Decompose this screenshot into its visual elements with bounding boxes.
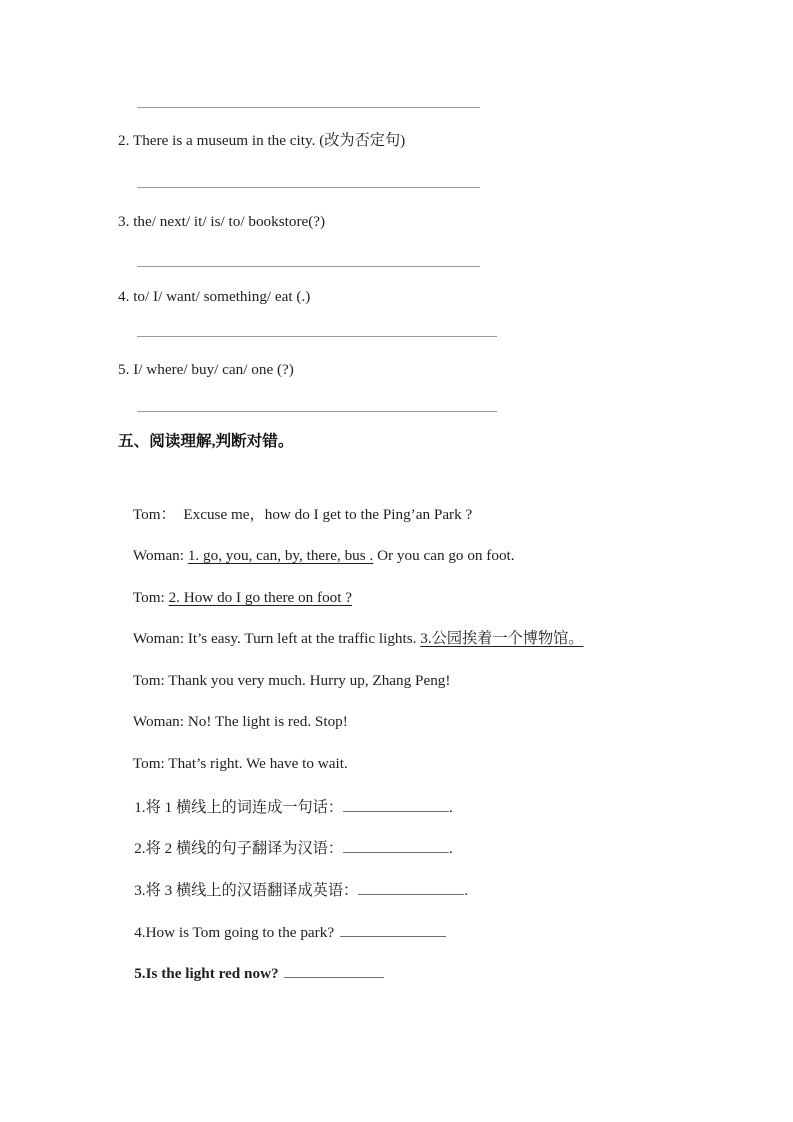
dialogue-speaker: Tom:: [132, 589, 165, 606]
dialogue-text: That’s right. We have to wait.: [164, 755, 348, 772]
dialogue-underlined-1: 1. go, you, can, by, there, bus .: [187, 547, 374, 564]
dialogue-speaker: Tom:: [132, 672, 165, 689]
dialogue-speaker: Woman:: [132, 713, 185, 730]
answer-rule-q5[interactable]: [137, 411, 497, 412]
dialogue-speaker: Woman:: [132, 630, 185, 647]
question-text: 将 1 横线上的词连成一句话：: [145, 799, 344, 816]
answer-blank-4[interactable]: [340, 922, 446, 937]
answer-blank-1[interactable]: [343, 797, 449, 812]
dialogue-text: Thank you very much. Hurry up, Zhang Peng!: [164, 672, 451, 689]
question-trailing: .: [464, 882, 468, 899]
dialogue-underlined-3: 3.公园挨着一个博物馆。: [420, 630, 584, 647]
answer-blank-3[interactable]: [358, 880, 464, 895]
question-trailing: .: [449, 840, 453, 857]
answer-blank-5[interactable]: [284, 963, 384, 978]
exercise-item-q3: 3. the/ next/ it/ is/ to/ bookstore(?): [118, 213, 326, 230]
question-number: 2.: [134, 840, 146, 857]
dialogue-speaker: Tom：: [132, 506, 176, 523]
question-number: 1.: [134, 799, 146, 816]
section-five-heading: 五、阅读理解,判断对错。: [118, 433, 294, 450]
answer-rule-q4[interactable]: [137, 336, 497, 337]
reading-question-5: [119, 943, 384, 1004]
dialogue-text: Excuse me，how do I get to the Ping’an Park ?: [175, 506, 473, 523]
exercise-item-q2: 2. There is a museum in the city. (改为否定句): [118, 132, 406, 149]
question-number: 3.: [134, 882, 146, 899]
question-number: 5.: [134, 965, 146, 982]
question-number: 4.: [134, 924, 146, 941]
question-text: 将 3 横线上的汉语翻译成英语：: [145, 882, 359, 899]
question-text: 将 2 横线的句子翻译为汉语：: [145, 840, 344, 857]
dialogue-speaker: Woman:: [132, 547, 185, 564]
exercise-item-q4: 4. to/ I/ want/ something/ eat (.): [118, 288, 311, 305]
answer-rule-q1[interactable]: [137, 107, 480, 108]
question-text: How is Tom going to the park?: [145, 924, 335, 941]
dialogue-underlined-2: 2. How do I go there on foot ?: [168, 589, 353, 606]
dialogue-speaker: Tom:: [132, 755, 165, 772]
exercise-item-q5: 5. I/ where/ buy/ can/ one (?): [118, 361, 294, 378]
answer-blank-2[interactable]: [343, 838, 449, 853]
answer-rule-q2[interactable]: [137, 187, 480, 188]
question-text: Is the light red now?: [145, 965, 279, 982]
question-trailing: .: [449, 799, 453, 816]
dialogue-text-tail: Or you can go on foot.: [373, 547, 515, 564]
dialogue-text: No! The light is red. Stop!: [184, 713, 348, 730]
dialogue-text: It’s easy. Turn left at the traffic lights.: [184, 630, 421, 647]
answer-rule-q3[interactable]: [137, 266, 480, 267]
